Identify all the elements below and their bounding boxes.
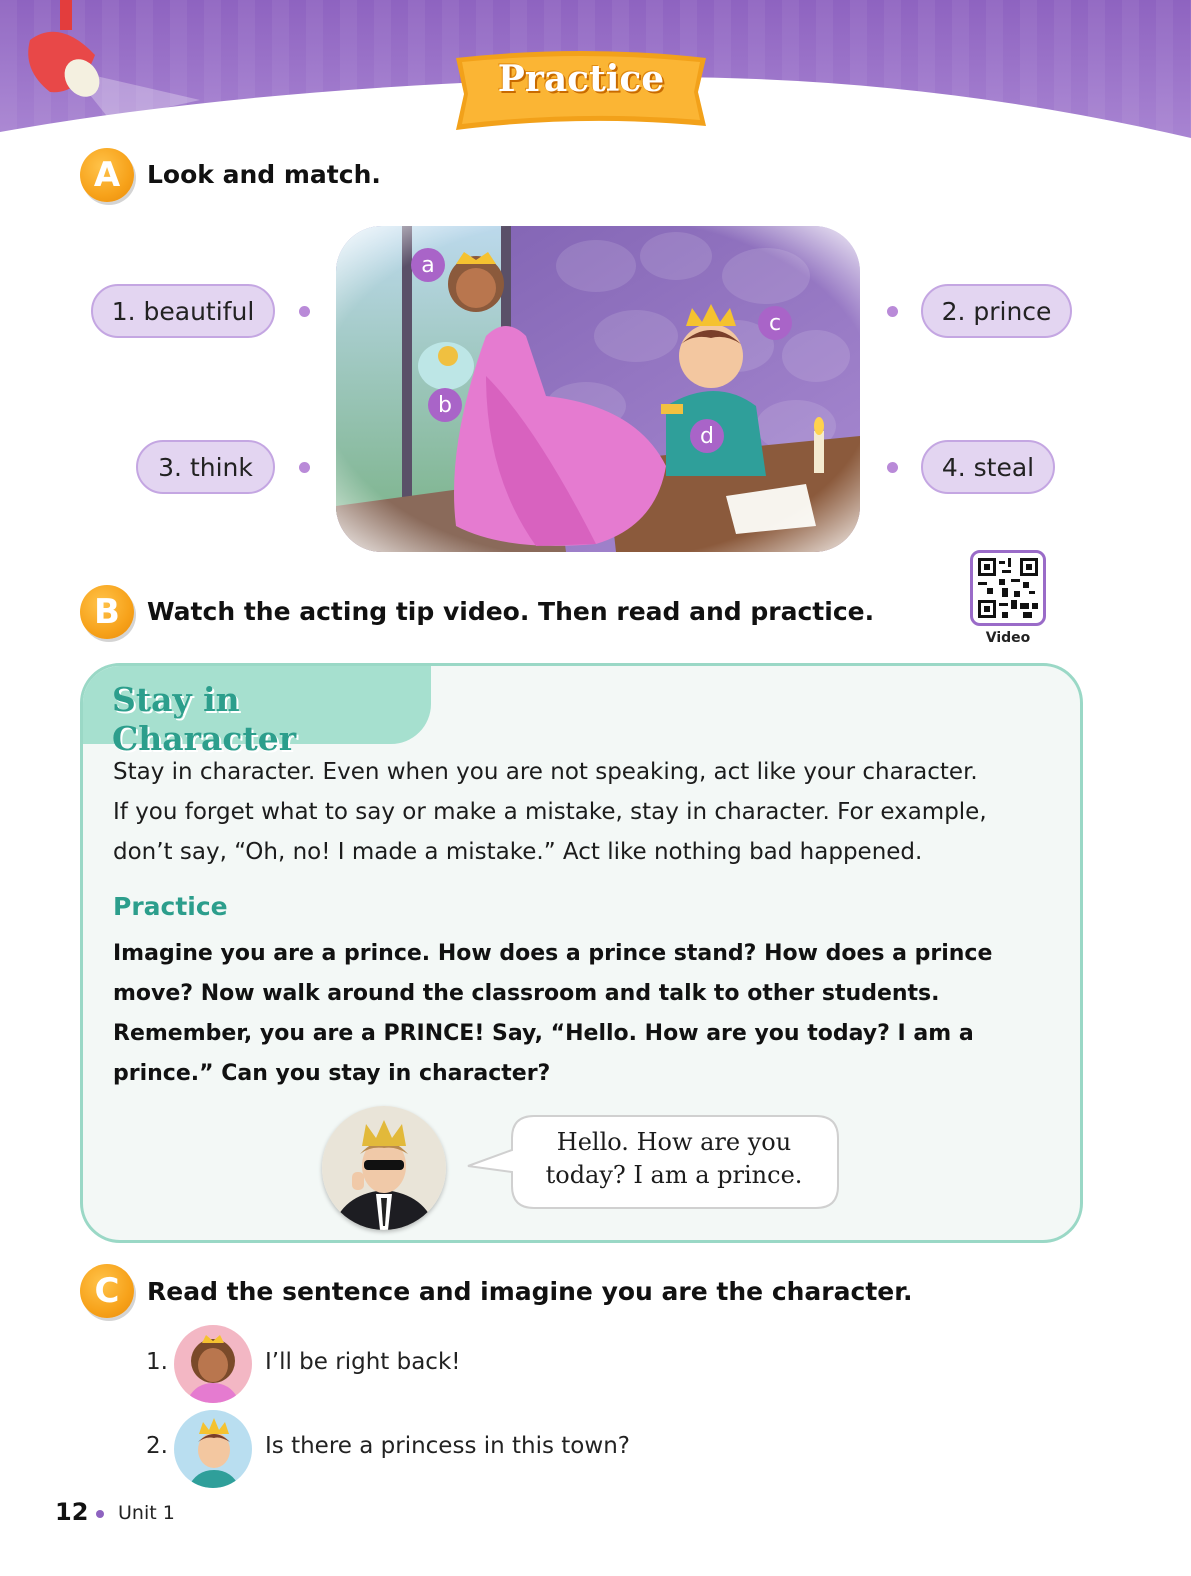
tip-title: Stay in Character [112,680,297,758]
qr-video-label: Video [985,630,1031,646]
section-a-badge: A [80,148,134,202]
tip-practice-heading: Practice [113,892,228,921]
footer-separator-dot [96,1510,104,1518]
word-pill-think[interactable]: 3. think [136,440,275,494]
prince-photo-avatar [322,1106,446,1230]
picture-marker-c: c [758,306,792,340]
match-dot-steal[interactable] [887,462,898,473]
speech-bubble-text [512,1126,836,1192]
tip-practice-line: Remember, you are a PRINCE! Say, “Hello. How are you today? I am a [113,1021,974,1046]
tip-paragraph-line: Stay in character. Even when you are not speaking, act like your character. [113,759,978,785]
picture-marker-a: a [411,248,445,282]
item-number: 2. [146,1433,168,1459]
prince-avatar [174,1410,252,1488]
unit-label: Unit 1 [118,1502,175,1524]
item-sentence: Is there a princess in this town? [265,1433,630,1459]
picture-marker-b: b [428,388,462,422]
tip-paragraph-line: If you forget what to say or make a mistake, stay in character. For example, [113,799,987,825]
page-title: Practice [497,58,665,100]
tip-practice-line: move? Now walk around the classroom and talk to other students. [113,981,940,1006]
page-number: 12 [55,1498,89,1526]
match-dot-think[interactable] [299,462,310,473]
tip-practice-line: prince.” Can you stay in character? [113,1061,551,1086]
word-pill-beautiful[interactable]: 1. beautiful [91,284,275,338]
item-sentence: I’ll be right back! [265,1349,461,1375]
qr-code-icon [978,558,1038,618]
match-dot-prince[interactable] [887,306,898,317]
tip-practice-line: Imagine you are a prince. How does a prince stand? How does a prince [113,941,993,966]
item-number: 1. [146,1349,168,1375]
match-dot-beautiful[interactable] [299,306,310,317]
section-b-badge: B [80,585,134,639]
princess-prince-illustration [336,226,860,552]
section-c-instruction: Read the sentence and imagine you are the character. [147,1277,913,1306]
section-a-instruction: Look and match. [147,160,381,189]
video-qr-code[interactable] [970,550,1046,626]
word-pill-prince[interactable]: 2. prince [921,284,1072,338]
princess-avatar [174,1325,252,1403]
picture-marker-d: d [690,419,724,453]
section-c-badge: C [80,1264,134,1318]
tip-paragraph-line: don’t say, “Oh, no! I made a mistake.” Act like nothing bad happened. [113,839,923,865]
speech-line: Hello. How are you [556,1128,792,1156]
speech-line: today? I am a prince. [545,1161,803,1189]
spotlight-illustration [0,0,220,130]
word-pill-steal[interactable]: 4. steal [921,440,1055,494]
section-b-instruction: Watch the acting tip video. Then read and practice. [147,597,875,626]
